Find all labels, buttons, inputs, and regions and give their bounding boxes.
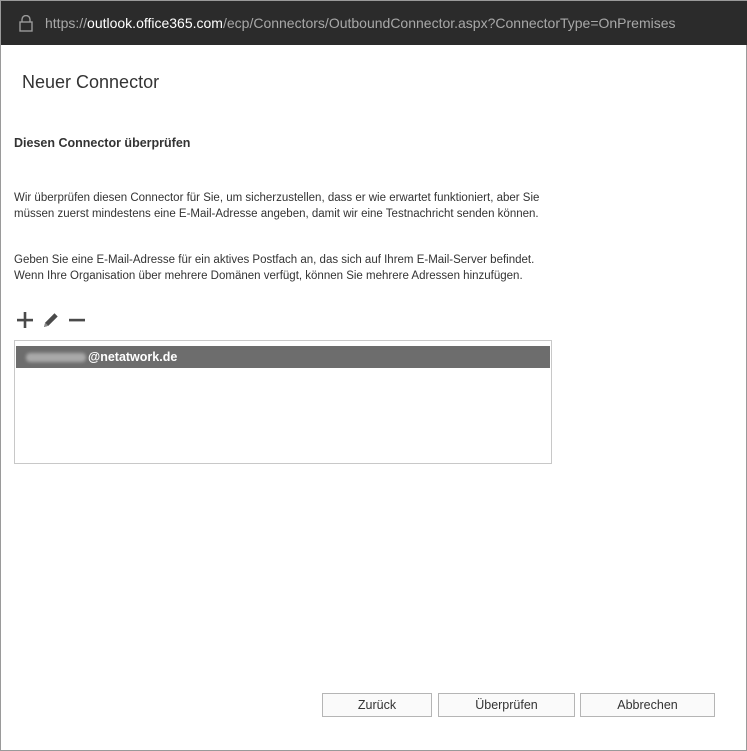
cancel-button[interactable]: Abbrechen <box>580 693 715 717</box>
url-path: /ecp/Connectors/OutboundConnector.aspx?ConnectorType=OnPremises <box>222 15 676 31</box>
url-prefix: https:// <box>45 15 88 31</box>
pencil-icon[interactable] <box>41 310 61 330</box>
lock-icon <box>19 15 33 32</box>
url-host: outlook.office365.com <box>87 15 223 31</box>
section-heading: Diesen Connector überprüfen <box>14 136 191 150</box>
intro-paragraph: Wir überprüfen diesen Connector für Sie, um sicherzustellen, dass er wie erwartet funktioniert, aber Sie müssen zuerst mindestens eine E-Mail-Adresse angeben, damit wir eine Testnachricht senden können. <box>14 192 540 220</box>
list-item[interactable] <box>16 346 550 368</box>
browser-address-bar[interactable] <box>1 1 747 45</box>
redacted-name <box>26 353 86 362</box>
back-button[interactable]: Zurück <box>322 693 432 717</box>
dialog-title: Neuer Connector <box>22 72 160 92</box>
instruction-paragraph: Geben Sie eine E-Mail-Adresse für ein aktives Postfach an, das sich auf Ihrem E-Mail-Server befindet. Wenn Ihre Organisation über mehrere Domänen verfügt, können Sie mehrere Adressen hinzufügen. <box>14 254 535 282</box>
email-address-list[interactable] <box>14 340 552 464</box>
plus-icon[interactable] <box>15 310 35 330</box>
url-text[interactable] <box>45 15 676 31</box>
minus-icon[interactable] <box>67 310 87 330</box>
verify-button[interactable]: Überprüfen <box>438 693 575 717</box>
email-domain: @netatwork.de <box>88 350 178 364</box>
